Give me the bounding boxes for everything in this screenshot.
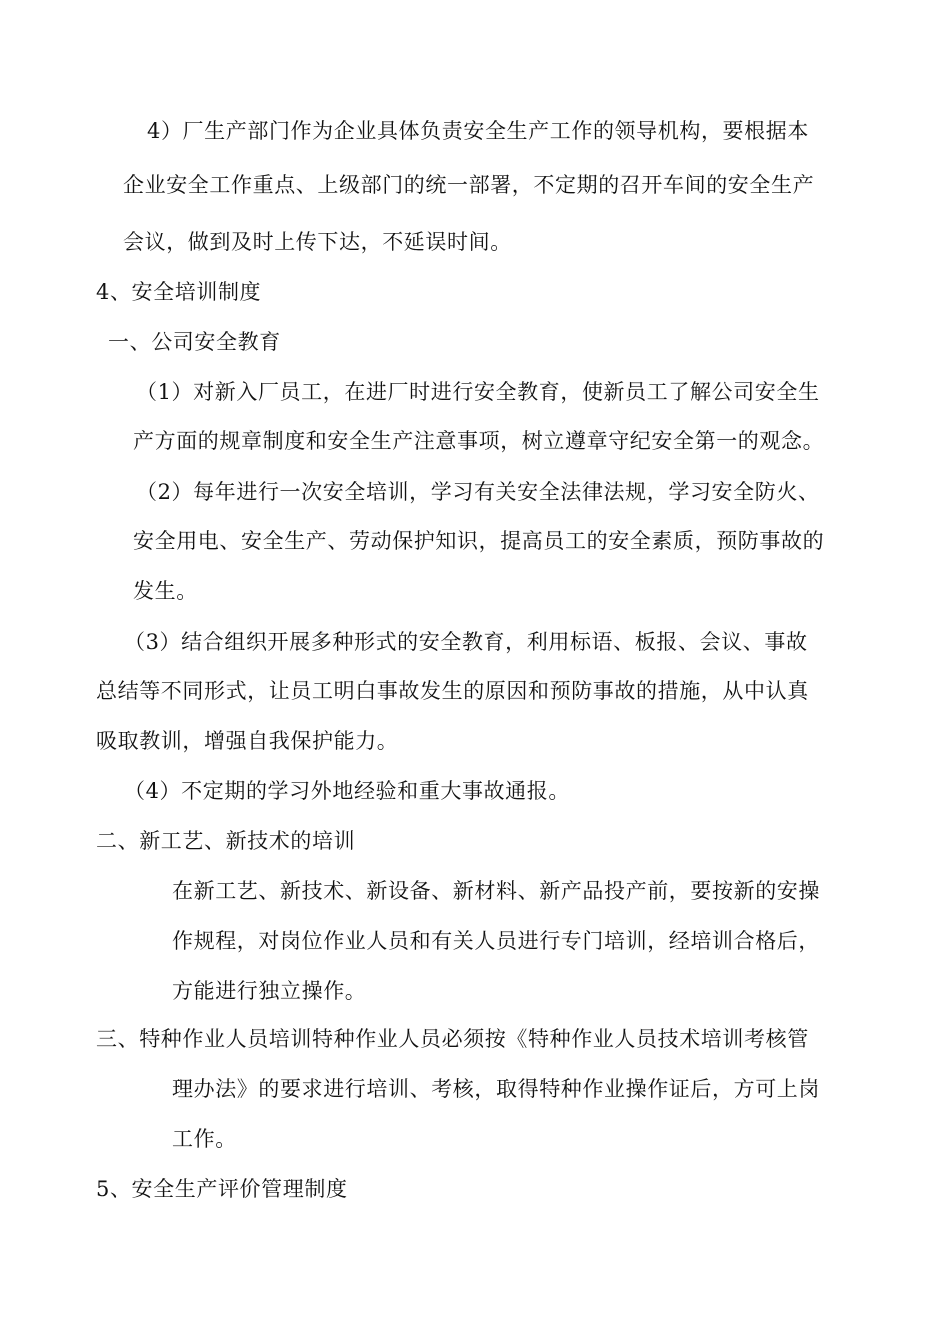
paragraph-line: 4）厂生产部门作为企业具体负责安全生产工作的领导机构，要根据本 [147,119,809,143]
paragraph-line: 会议，做到及时上传下达，不延误时间。 [123,230,512,254]
list-item-line: （4）不定期的学习外地经验和重大事故通报。 [124,779,570,803]
paragraph-line: 在新工艺、新技术、新设备、新材料、新产品投产前，要按新的安操 [172,879,820,903]
subsection-heading: 一、公司安全教育 [108,330,281,354]
list-item-line: 吸取教训，增强自我保护能力。 [96,729,399,753]
paragraph-line: 企业安全工作重点、上级部门的统一部署，不定期的召开车间的安全生产 [123,173,815,197]
list-item-line: 安全用电、安全生产、劳动保护知识，提高员工的安全素质，预防事故的 [133,529,825,553]
list-item-line: （3）结合组织开展多种形式的安全教育，利用标语、板报、会议、事故 [124,630,808,654]
subsection-heading: 三、特种作业人员培训特种作业人员必须按《特种作业人员技术培训考核管 [96,1027,809,1051]
list-item-line: （1）对新入厂员工，在进厂时进行安全教育，使新员工了解公司安全生 [136,380,820,404]
section-heading: 5、安全生产评价管理制度 [96,1177,348,1201]
subsection-heading: 二、新工艺、新技术的培训 [96,829,356,853]
paragraph-line: 工作。 [172,1127,237,1151]
section-heading: 4、安全培训制度 [96,280,262,304]
list-item-line: （2）每年进行一次安全培训，学习有关安全法律法规，学习安全防火、 [136,480,820,504]
list-item-line: 发生。 [133,579,198,603]
list-item-line: 总结等不同形式，让员工明白事故发生的原因和预防事故的措施，从中认真 [96,679,809,703]
list-item-line: 产方面的规章制度和安全生产注意事项，树立遵章守纪安全第一的观念。 [133,429,825,453]
paragraph-line: 作规程，对岗位作业人员和有关人员进行专门培训，经培训合格后， [172,929,820,953]
paragraph-line: 理办法》的要求进行培训、考核，取得特种作业操作证后，方可上岗 [172,1077,820,1101]
paragraph-line: 方能进行独立操作。 [172,979,367,1003]
